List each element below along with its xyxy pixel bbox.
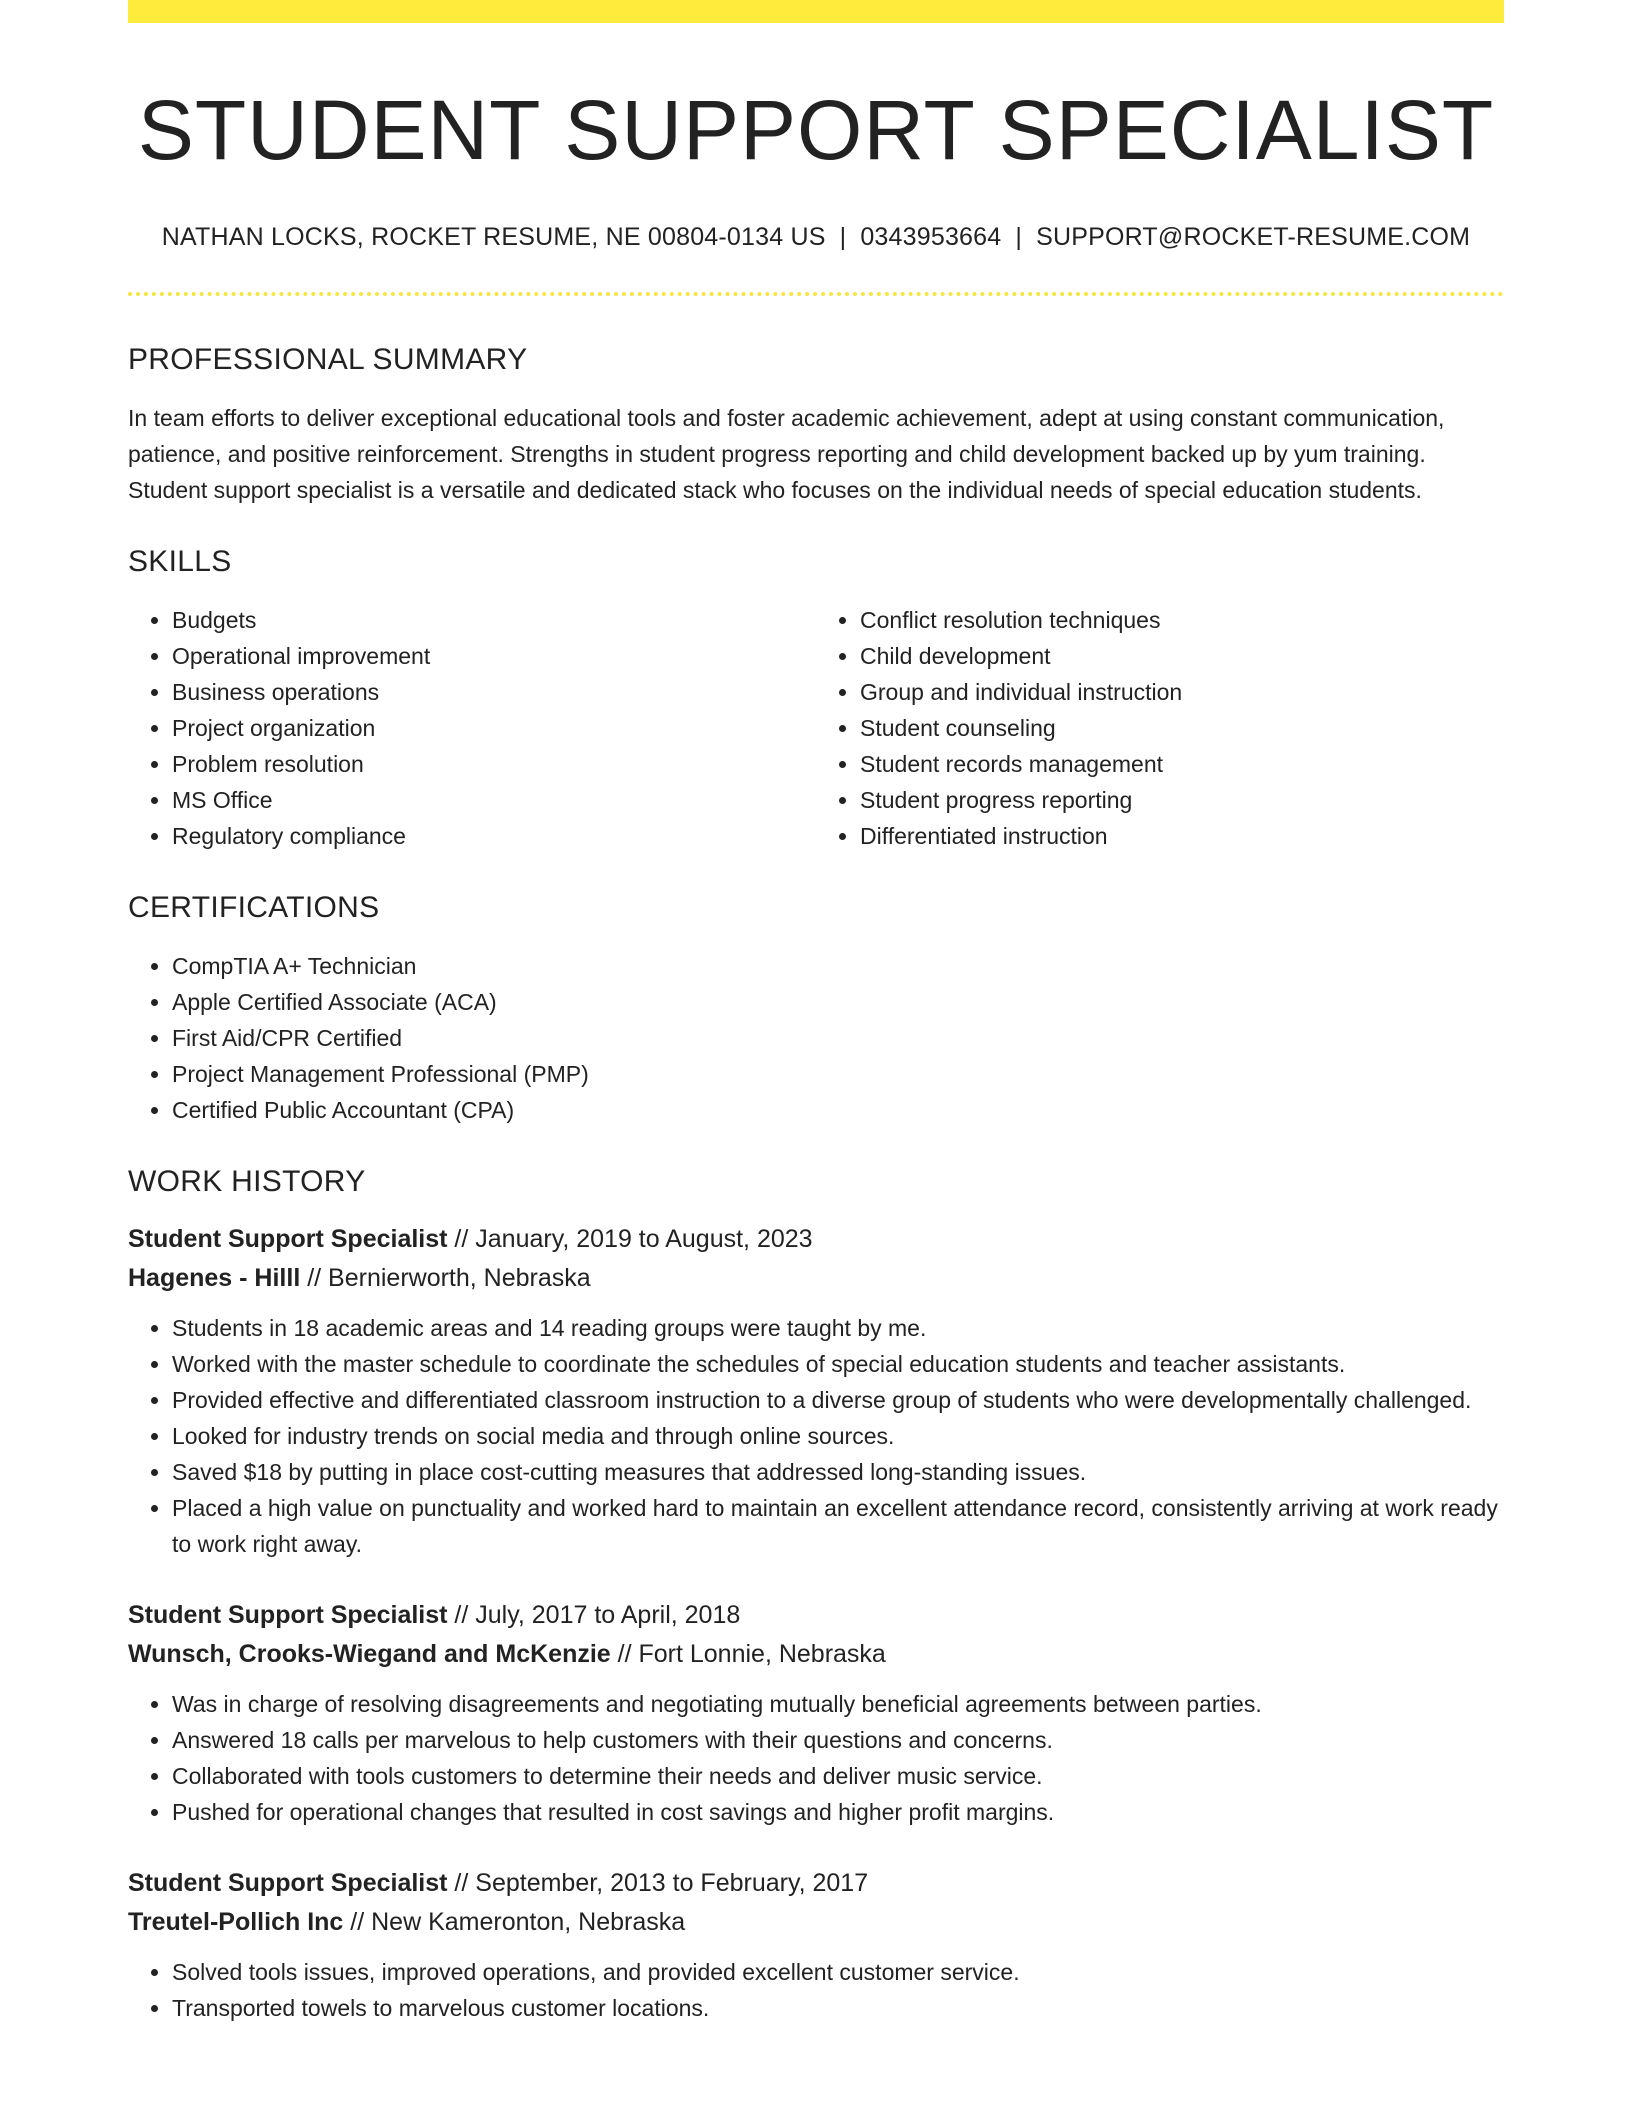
- resume-title: STUDENT SUPPORT SPECIALIST: [137, 83, 1495, 177]
- job-bullet: • Worked with the master schedule to coordinate the schedules of special education students and teacher assistants.: [172, 1346, 1504, 1382]
- job-bullet: • Provided effective and differentiated classroom instruction to a diverse group of students who were developmentally challenged.: [172, 1382, 1504, 1418]
- job-bullet: • Collaborated with tools customers to determine their needs and deliver music service.: [172, 1758, 1504, 1794]
- job-bullet: • Answered 18 calls per marvelous to help customers with their questions and concerns.: [172, 1722, 1504, 1758]
- summary-section: [128, 342, 1504, 508]
- job-entry: [128, 1596, 1504, 1830]
- job-bullets: [128, 1954, 1504, 2026]
- job-bullets: [128, 1686, 1504, 1830]
- dotted-divider: [128, 292, 1504, 296]
- certification-item: • Certified Public Accountant (CPA): [172, 1092, 1504, 1128]
- certifications-heading: CERTIFICATIONS: [128, 891, 380, 924]
- skill-item: • Child development: [860, 638, 1504, 674]
- contact-address: NATHAN LOCKS, ROCKET RESUME, NE 00804-0134 US: [161, 223, 826, 251]
- job-location: // Fort Lonnie, Nebraska: [610, 1640, 886, 1668]
- skill-item: • MS Office: [172, 782, 816, 818]
- job-bullet: • Solved tools issues, improved operations, and provided excellent customer service.: [172, 1954, 1504, 1990]
- job-bullet: • Placed a high value on punctuality and worked hard to maintain an excellent attendance record, consistently arriving at work ready to work right away.: [172, 1490, 1504, 1562]
- skill-item: • Conflict resolution techniques: [860, 602, 1504, 638]
- job-bullet: • Transported towels to marvelous customer locations.: [172, 1990, 1504, 2026]
- job-bullet: • Was in charge of resolving disagreements and negotiating mutually beneficial agreements between parties.: [172, 1686, 1504, 1722]
- job-bullet: • Looked for industry trends on social media and through online sources.: [172, 1418, 1504, 1454]
- skills-section: [128, 544, 1504, 854]
- job-title: Student Support Specialist: [128, 1601, 448, 1629]
- certification-item: • CompTIA A+ Technician: [172, 948, 1504, 984]
- resume-content: [128, 0, 1504, 2026]
- work-history-section: [128, 1164, 1504, 2026]
- contact-line: [128, 222, 1504, 252]
- job-title-line: [128, 1596, 1504, 1635]
- summary-text: In team efforts to deliver exceptional educational tools and foster academic achievement, adept at using constant communication, patience, and positive reinforcement. Strengths in student progress reporting and child development backed up by yum training. Student support specialist is a versatile and dedicated stack who focuses on the individual needs of special education students.: [128, 405, 1445, 503]
- job-bullet: • Pushed for operational changes that resulted in cost savings and higher profit margins.: [172, 1794, 1504, 1830]
- certification-item: • First Aid/CPR Certified: [172, 1020, 1504, 1056]
- skill-item: • Student records management: [860, 746, 1504, 782]
- job-company-line: [128, 1259, 1504, 1298]
- job-company: Hagenes - Hilll: [128, 1264, 301, 1292]
- skill-item: • Problem resolution: [172, 746, 816, 782]
- contact-phone: 0343953664: [860, 223, 1002, 251]
- job-bullets: [128, 1310, 1504, 1562]
- certifications-section: [128, 890, 1504, 1128]
- job-dates: // September, 2013 to February, 2017: [447, 1869, 869, 1897]
- job-title-line: [128, 1220, 1504, 1259]
- skills-left-list: [128, 602, 816, 854]
- work-history-heading: WORK HISTORY: [128, 1165, 366, 1198]
- job-bullet: • Students in 18 academic areas and 14 reading groups were taught by me.: [172, 1310, 1504, 1346]
- skill-item: • Differentiated instruction: [860, 818, 1504, 854]
- job-company: Wunsch, Crooks-Wiegand and McKenzie: [128, 1640, 611, 1668]
- job-title-line: [128, 1864, 1504, 1903]
- skill-item: • Project organization: [172, 710, 816, 746]
- job-bullet: • Saved $18 by putting in place cost-cutting measures that addressed long-standing issues.: [172, 1454, 1504, 1490]
- job-company-line: [128, 1635, 1504, 1674]
- certification-item: • Apple Certified Associate (ACA): [172, 984, 1504, 1020]
- contact-email: SUPPORT@ROCKET-RESUME.COM: [1036, 223, 1471, 251]
- skill-item: • Group and individual instruction: [860, 674, 1504, 710]
- summary-heading: PROFESSIONAL SUMMARY: [128, 343, 528, 376]
- certifications-list: [128, 948, 1504, 1128]
- skill-item: • Operational improvement: [172, 638, 816, 674]
- job-location: // Bernierworth, Nebraska: [300, 1264, 591, 1292]
- certification-item: • Project Management Professional (PMP): [172, 1056, 1504, 1092]
- skill-item: • Business operations: [172, 674, 816, 710]
- skills-heading: SKILLS: [128, 545, 232, 578]
- skill-item: • Student progress reporting: [860, 782, 1504, 818]
- skill-item: • Budgets: [172, 602, 816, 638]
- job-entry: [128, 1864, 1504, 2026]
- skill-item: • Regulatory compliance: [172, 818, 816, 854]
- skills-right-list: [816, 602, 1504, 854]
- job-location: // New Kameronton, Nebraska: [343, 1908, 686, 1936]
- job-title: Student Support Specialist: [128, 1225, 448, 1253]
- job-company-line: [128, 1903, 1504, 1942]
- contact-separator: |: [1015, 223, 1023, 251]
- job-title: Student Support Specialist: [128, 1869, 448, 1897]
- skills-columns: [128, 602, 1504, 854]
- job-dates: // January, 2019 to August, 2023: [447, 1225, 813, 1253]
- job-dates: // July, 2017 to April, 2018: [447, 1601, 741, 1629]
- job-company: Treutel-Pollich Inc: [128, 1908, 344, 1936]
- skill-item: • Student counseling: [860, 710, 1504, 746]
- job-entry: [128, 1220, 1504, 1562]
- contact-separator: |: [839, 223, 847, 251]
